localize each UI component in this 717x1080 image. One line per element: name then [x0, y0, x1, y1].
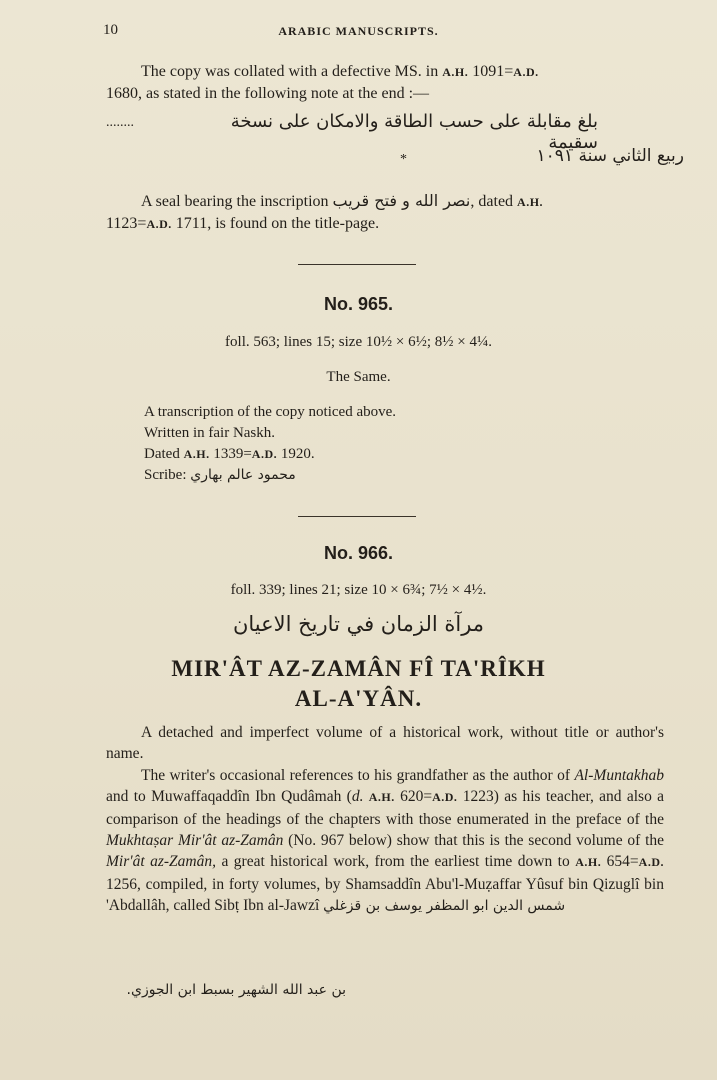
arabic-note: بلغ مقابلة على حسب الطاقة والامكان على نسخة سقيمة — [230, 111, 598, 153]
entry-965-description — [144, 402, 664, 486]
seal-paragraph: A seal bearing the inscription نصر الله و فتح قريب, dated A.H. 1123=A.D. 1711, is found on the title-page. — [106, 191, 544, 232]
entry-965-subtitle: The Same. — [326, 369, 391, 385]
entry-965-specs: foll. 563; lines 15; size 10½ × 6½; 8½ × 4¼. — [225, 334, 492, 350]
arabic-note-line-2 — [400, 146, 692, 174]
arabic-date-note: ربيع الثاني سنة ١٠٩١ — [536, 146, 684, 166]
collation-paragraph: The copy was collated with a defective MS. in A.H. 1091=A.D. 1680, as stated in the following note at the end :— — [106, 61, 666, 105]
entry-966-specs: foll. 339; lines 21; size 10 × 6¾; 7½ × 4½. — [230, 582, 487, 598]
entry-966-number: No. 966. — [323, 543, 394, 563]
entry-965-number: No. 965. — [323, 294, 394, 314]
seal-inscription-arabic: نصر الله و فتح قريب — [332, 191, 471, 210]
work-title-muntakhab: Al-Muntakhab — [574, 766, 665, 784]
entry-966-title-line-1: MIR'ÂT AZ-ZAMÂN FÎ TA'RÎKH — [171, 656, 546, 681]
entry-965-desc-line-1: A transcription of the copy noticed above. — [144, 404, 397, 420]
scribe-name-arabic: محمود عالم بهاري — [190, 467, 296, 483]
page-number: 10 — [103, 22, 118, 38]
entry-966-paragraph-2: The writer's occasional references to his grandfather as the author of Al-Muntakhab and to Muwaffaqaddîn Ibn Qudâmah (d. A.H. 620=A.D. 1223) as his teacher, and also a comparison of the headings of the chapters with those enumerated in the preface of the Mukhtaṣar Mir'ât az-Zamân (No. 967 below) show that this is the second volume of the Mir'ât az-Zamân, a great historical work, from the earliest time down to A.H. 654=A.D. 1256, compiled, in forty volumes, by Shamsaddîn Abu'l-Muẓaffar Yûsuf bin Qizuglî bin 'Abdallâh, called Sibṭ Ibn al-Jawzî شمس الدين ابو المظفر يوسف بن قزغلي — [106, 766, 665, 915]
running-title: ARABIC MANUSCRIPTS. — [278, 24, 439, 38]
author-name-arabic-1: شمس الدين ابو المظفر يوسف بن قزغلي — [323, 898, 566, 915]
author-name-arabic-2: بن عبد الله الشهير بسبط ابن الجوزي. — [126, 982, 346, 998]
collation-text: The copy was collated with a defective MS. in — [141, 63, 439, 80]
entry-965-dated: Dated A.H. 1339=A.D. 1920. — [144, 446, 315, 462]
section-divider-2 — [298, 516, 416, 517]
ellipsis-dots: ........ — [106, 115, 134, 130]
entry-965-desc-line-2: Written in fair Naskh. — [144, 425, 276, 441]
entry-965-scribe: Scribe: محمود عالم بهاري — [144, 467, 296, 483]
entry-966-description — [106, 722, 664, 918]
entry-966-paragraph-1: A detached and imperfect volume of a historical work, without title or author's name. — [106, 724, 664, 763]
work-title-mukhtasar: Mukhtaṣar Mir'ât az-Zamân — [106, 832, 284, 850]
entry-966-title-line-2: AL-A'YÂN. — [294, 686, 423, 711]
collation-line-2: 1680, as stated in the following note at the end :— — [106, 85, 430, 102]
note-star: * — [400, 152, 407, 167]
work-title-mirat: Mir'ât az-Zamân, — [106, 853, 216, 871]
section-divider — [298, 264, 416, 265]
entry-966-arabic-title: مرآة الزمان في تاريخ الاعيان — [232, 612, 485, 636]
arabic-note-line-1 — [106, 111, 666, 153]
